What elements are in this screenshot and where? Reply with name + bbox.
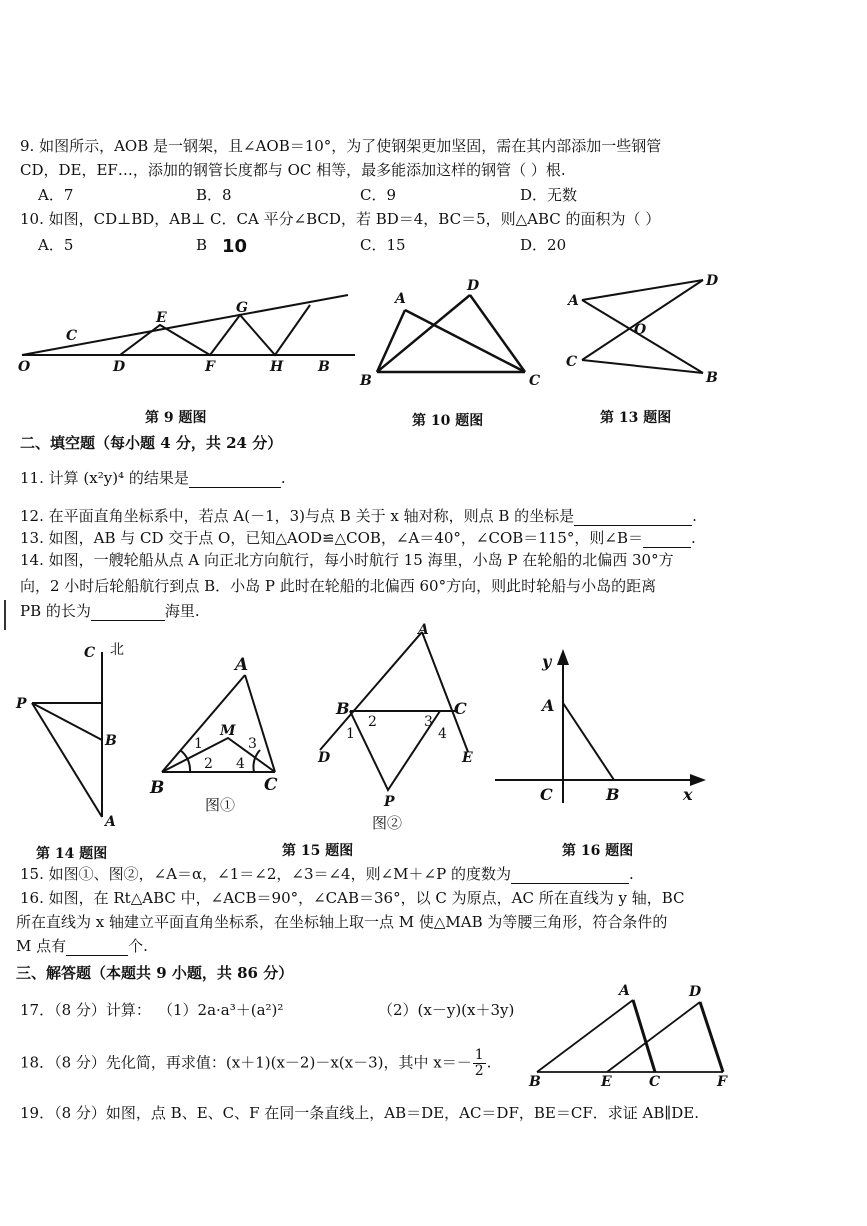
q16-line1: 16. 如图，在 Rt△ABC 中，∠ACB＝90°，∠CAB＝36°，以 C 为原点，AC 所在直线为 y 轴，BC — [20, 889, 685, 907]
fig15a-label-4: 4 — [236, 756, 245, 772]
q13 — [20, 528, 696, 548]
fig15-caption: 第 15 题图 — [282, 843, 354, 859]
figure-19 — [525, 980, 745, 1090]
fig10-label-b: B — [360, 373, 372, 389]
fig15a-label-b: B — [150, 778, 165, 798]
q14-blank[interactable] — [91, 620, 165, 621]
q10-line1: 10. 如图，CD⊥BD，AB⊥ C．CA 平分∠BCD，若 BD＝4，BC＝5，则△ABC 的面积为（ ） — [20, 210, 661, 228]
figure-13 — [560, 270, 730, 390]
figure-15-1 — [150, 650, 300, 820]
fig19-label-b: B — [529, 1074, 541, 1090]
q13-end: . — [691, 529, 696, 547]
q12 — [20, 506, 697, 526]
q17-part2: （2）(x－y)(x＋3y) — [378, 1001, 515, 1019]
fig13-caption: 第 13 题图 — [600, 410, 672, 426]
q16-line3 — [16, 936, 148, 956]
fig15a-label-m: M — [220, 723, 236, 739]
q18-fraction — [473, 1048, 486, 1079]
q15 — [20, 864, 634, 884]
q12-text: 12. 在平面直角坐标系中，若点 A(－1，3)与点 B 关于 x 轴对称，则点 B 的坐标是 — [20, 507, 575, 525]
fig10-label-d: D — [467, 278, 480, 294]
figure-10 — [355, 275, 555, 395]
q9-option-a: A．7 — [38, 186, 74, 204]
q14-line3-start: PB 的长为 — [20, 602, 91, 620]
fig15b-label-1: 1 — [346, 726, 355, 742]
fig9-label-c: C — [66, 328, 78, 344]
fig10-label-c: C — [529, 373, 541, 389]
fig15b-label-3: 3 — [424, 714, 433, 730]
fig16-label-b: B — [606, 785, 620, 804]
fig13-label-c: C — [566, 354, 578, 370]
fig14-label-north: 北 — [110, 642, 124, 658]
fig13-label-o: O — [634, 322, 647, 338]
fig19-label-d: D — [689, 984, 702, 1000]
fig14-label-p: P — [16, 696, 27, 712]
figure-14 — [10, 640, 140, 830]
fig15b-label-c: C — [454, 699, 467, 718]
fig14-label-c: C — [84, 645, 96, 661]
fig9-label-g: G — [236, 300, 248, 316]
fig16-label-a: A — [542, 696, 555, 715]
fig15a-sublabel: 图① — [205, 796, 236, 814]
fig13-label-d: D — [706, 273, 719, 289]
q17-label: 17．（8 分）计算： — [20, 1001, 151, 1019]
q12-end: . — [692, 507, 697, 525]
q18-numerator: 1 — [474, 1047, 484, 1063]
q10-option-b: B — [196, 236, 208, 254]
q14-line3-end: 海里. — [164, 602, 200, 620]
q12-blank[interactable] — [574, 525, 692, 526]
q14-line3 — [20, 601, 200, 621]
fig9-label-d: D — [113, 359, 126, 375]
fig19-label-f: F — [717, 1074, 727, 1090]
section-2-title: 二、填空题（每小题 4 分，共 24 分） — [20, 434, 283, 452]
q9-line1: 9. 如图所示，AOB 是一钢架，且∠AOB＝10°，为了使钢架更加坚固，需在其内部添加一些钢管 — [20, 137, 662, 155]
fig15a-label-1: 1 — [194, 736, 203, 752]
q18 — [20, 1048, 491, 1079]
fig9-label-h: H — [270, 359, 284, 375]
q15-blank[interactable] — [511, 883, 629, 884]
q15-end: . — [628, 865, 634, 883]
figure-15-2 — [310, 620, 500, 840]
q14-line1: 14. 如图，一艘轮船从点 A 向正北方向航行，每小时航行 15 海里，小岛 P 在轮船的北偏西 30°方 — [20, 551, 674, 569]
fig19-label-c: C — [649, 1074, 661, 1090]
q11-text: 11. 计算 (x²y)⁴ 的结果是 — [20, 469, 189, 487]
q19: 19．（8 分）如图，点 B、E、C、F 在同一条直线上，AB＝DE，AC＝DF，BE＝CF．求证 AB∥DE. — [20, 1104, 700, 1122]
handwritten-answer: 10 — [222, 236, 248, 257]
fig15a-label-c: C — [264, 775, 278, 795]
q9-line2: CD，DE，EF…，添加的钢管长度都与 OC 相等，最多能添加这样的钢管（ ）根. — [20, 161, 566, 179]
q13-text: 13. 如图，AB 与 CD 交于点 O，已知△AOD≌△COB，∠A＝40°，∠COB＝115°，则∠B＝ — [20, 529, 644, 547]
fig14-caption: 第 14 题图 — [36, 846, 108, 862]
fig9-label-b: B — [318, 359, 330, 375]
fig16-label-x: x — [683, 785, 693, 804]
q10-option-a: A．5 — [38, 236, 74, 254]
fig10-label-a: A — [395, 291, 406, 307]
q9-option-d: D．无数 — [520, 186, 578, 204]
q18-denominator: 2 — [474, 1063, 484, 1079]
fig15b-label-a: A — [418, 622, 429, 638]
q16-line3-end: 个. — [128, 937, 148, 955]
q18-end: . — [486, 1053, 492, 1072]
figure-16 — [490, 645, 730, 815]
q9-option-c: C．9 — [360, 186, 397, 204]
fig13-label-b: B — [706, 370, 718, 386]
fig15b-label-b: B — [336, 699, 350, 718]
fig13-label-a: A — [568, 293, 579, 309]
fig9-caption: 第 9 题图 — [145, 410, 207, 426]
q11-end: . — [280, 469, 286, 487]
fig15a-label-a: A — [235, 655, 249, 675]
q14-line2: 向，2 小时后轮船航行到点 B．小岛 P 此时在轮船的北偏西 60°方向，则此时轮船与小岛的距离 — [20, 577, 657, 595]
fig16-label-y: y — [542, 652, 552, 671]
q16-line2: 所在直线为 x 轴建立平面直角坐标系，在坐标轴上取一点 M 使△MAB 为等腰三角形，符合条件的 — [16, 913, 668, 931]
q11 — [20, 468, 286, 488]
fig9-label-o: O — [18, 359, 31, 375]
q11-blank[interactable] — [189, 487, 281, 488]
figure-9 — [0, 285, 370, 395]
fig9-label-f: F — [205, 359, 215, 375]
q16-blank[interactable] — [66, 955, 128, 956]
section-3-title: 三、解答题（本题共 9 小题，共 86 分） — [16, 964, 294, 982]
fig15b-sublabel: 图② — [372, 814, 403, 832]
fig19-label-e: E — [601, 1074, 612, 1090]
q10-option-c: C．15 — [360, 236, 406, 254]
fig9-label-e: E — [156, 310, 167, 326]
q18-text: 18．（8 分）先化简，再求值：(x＋1)(x－2)－x(x－3)，其中 x＝－ — [20, 1053, 472, 1072]
q16-line3-start: M 点有 — [16, 937, 67, 955]
q17-part1: （1）2a·a³＋(a²)² — [158, 1001, 284, 1019]
q9-option-b: B．8 — [196, 186, 232, 204]
fig14-label-a: A — [105, 814, 116, 830]
fig15b-label-e: E — [462, 750, 473, 766]
fig14-label-b: B — [105, 733, 117, 749]
fig15b-label-4: 4 — [438, 726, 447, 742]
fig15b-label-2: 2 — [368, 714, 377, 730]
q10-option-d: D．20 — [520, 236, 567, 254]
q13-blank[interactable] — [643, 547, 691, 548]
fig15a-label-3: 3 — [248, 736, 257, 752]
fig15b-label-d: D — [318, 750, 331, 766]
fig16-caption: 第 16 题图 — [562, 843, 634, 859]
fig15b-label-p: P — [384, 794, 395, 810]
fig15a-label-2: 2 — [204, 756, 213, 772]
fig19-label-a: A — [619, 983, 630, 999]
fig16-label-c: C — [540, 785, 553, 804]
fig10-caption: 第 10 题图 — [412, 413, 484, 429]
q15-text: 15. 如图①、图②，∠A＝α，∠1＝∠2，∠3＝∠4，则∠M＋∠P 的度数为 — [20, 865, 511, 883]
margin-mark — [4, 600, 6, 630]
